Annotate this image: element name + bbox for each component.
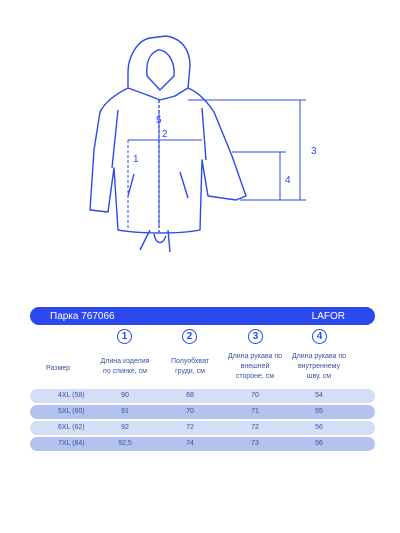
- header-half-chest: Полуобхват груди, см: [170, 358, 210, 375]
- cell-back-length: 91: [121, 408, 129, 415]
- right-pocket: [180, 172, 188, 198]
- cell-sleeve-outer: 73: [251, 440, 259, 447]
- cell-half-chest: 68: [186, 392, 194, 399]
- cell-sleeve-outer: 70: [251, 392, 259, 399]
- product-title: Парка 767066: [50, 310, 115, 322]
- table-row: [30, 421, 375, 435]
- table-row: [30, 389, 375, 403]
- header-size: Размер: [46, 365, 71, 372]
- cell-back-length: 90: [121, 392, 129, 399]
- column-number-1: 1: [117, 329, 132, 344]
- header-sleeve-inner: Длина рукава по внутреннему шву, см: [291, 353, 347, 380]
- table-row: [30, 437, 375, 451]
- hood-outline: [128, 36, 190, 100]
- right-sleeve-line: [202, 108, 206, 160]
- left-sleeve-line: [112, 110, 118, 168]
- column-number-4: 4: [312, 329, 327, 344]
- column-number-2: 2: [182, 329, 197, 344]
- label-5: 5: [156, 115, 162, 126]
- cell-half-chest: 74: [186, 440, 194, 447]
- label-3: 3: [311, 146, 317, 157]
- cell-sleeve-outer: 72: [251, 424, 259, 431]
- label-1: 1: [133, 154, 139, 165]
- cell-sleeve-inner: 55: [315, 408, 323, 415]
- title-bar: [30, 307, 375, 325]
- cell-sleeve-inner: 56: [315, 440, 323, 447]
- cell-size: 5XL (60): [58, 408, 85, 415]
- brand-name: LAFOR: [311, 310, 345, 322]
- label-2: 2: [162, 129, 168, 140]
- cell-size: 6XL (62): [58, 424, 85, 431]
- cell-size: 7XL (64): [58, 440, 85, 447]
- left-pocket: [128, 174, 134, 196]
- cell-sleeve-outer: 71: [251, 408, 259, 415]
- header-sleeve-outer: Длина рукава по внешней стороне, см: [227, 353, 283, 380]
- header-back-length: Длина изделия по спинке, см: [100, 358, 150, 375]
- cell-sleeve-inner: 54: [315, 392, 323, 399]
- cell-half-chest: 72: [186, 424, 194, 431]
- table-row: [30, 405, 375, 419]
- label-4: 4: [285, 175, 291, 186]
- cell-back-length: 92: [121, 424, 129, 431]
- cell-back-length: 92,5: [118, 440, 132, 447]
- cell-half-chest: 70: [186, 408, 194, 415]
- cell-size: 4XL (58): [58, 392, 85, 399]
- hood-inner: [147, 50, 174, 90]
- column-number-3: 3: [248, 329, 263, 344]
- cell-sleeve-inner: 56: [315, 424, 323, 431]
